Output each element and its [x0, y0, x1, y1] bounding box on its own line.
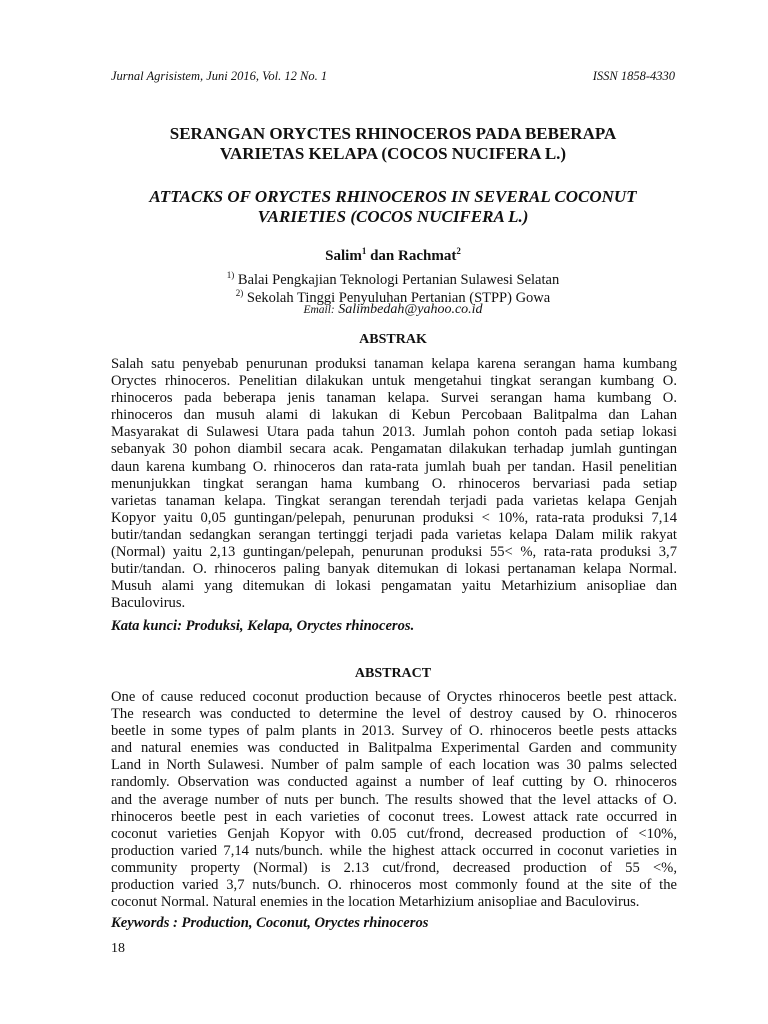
- text-line: Musuh alami yang ditemukan di lokasi pengamatan yaitu Metarhizium anisopliae dan: [111, 578, 677, 595]
- text-line: community property (Normal) is 2.13 cut/frond, decreased production of 55 <%,: [111, 859, 677, 876]
- journal-citation: Jurnal Agrisistem, Juni 2016, Vol. 12 No. 1: [111, 69, 328, 83]
- text-line: varietas tanaman kelapa. Tingkat serangan terendah terjadi pada varietas kelapa Genjah: [111, 492, 677, 509]
- text-line: butir/tandan. O. rhinoceros paling banyak ditemukan di lokasi pertanaman kelapa Normal.: [111, 561, 677, 578]
- text-line: Salah satu penyebab penurunan produksi tanaman kelapa karena serangan hama kumbang: [111, 356, 677, 372]
- text-line: production varied 3,7 nuts/bunch. O. rhinoceros most commonly found at the site of the: [111, 877, 677, 894]
- text-line: sebanyak 30 pohon diambil secara acak. Pengamatan dilakukan terhadap jumlah guntingan: [111, 441, 677, 458]
- title-line: ATTACKS OF ORYCTES RHINOCEROS IN SEVERAL COCONUT: [149, 187, 637, 206]
- text-line: rhinoceros dan musuh alami di lakukan di Kebun Percobaan Balitpalma dan Lahan: [111, 407, 677, 424]
- text-line: coconut Normal. Natural enemies in the location Metarhizium anisopliae and Baculovirus.: [111, 894, 640, 911]
- abstrak-keywords: Kata kunci: Produksi, Kelapa, Oryctes rhinoceros.: [111, 618, 415, 634]
- author-sup: 1: [361, 246, 367, 256]
- title-english: [111, 187, 675, 227]
- text-line: Kopyor yaitu 0,05 guntingan/pelepah, penurunan produksi < 10%, rata-rata produksi 7,14: [111, 509, 677, 526]
- text-line: Oryctes rhinoceros. Penelitian dilakukan untuk mengetahui tingkat serangan kumbang O.: [111, 373, 677, 390]
- text-line: butir/tandan sedangkan serangan tertinggi terjadi pada varietas kelapa Dalam milik rakyat: [111, 526, 677, 543]
- abstract-keywords: Keywords : Production, Coconut, Oryctes rhinoceros: [111, 915, 429, 931]
- email-address[interactable]: Salimbedah@yahoo.co.id: [338, 302, 483, 317]
- text-line: rhinoceros beetle pest in each varieties of coconut trees. Lowest attack rate occurred in: [111, 808, 677, 825]
- affiliation-sup: 2): [235, 288, 244, 298]
- text-line: Baculovirus.: [111, 595, 186, 612]
- abstract-heading: ABSTRACT: [354, 666, 432, 681]
- author-conj: dan: [366, 248, 399, 264]
- email: [111, 302, 675, 318]
- text-line: and natural enemies was conducted in Balitpalma Experimental Garden and community: [111, 740, 677, 757]
- text-line: beetle in some types of palm plants in 2013. Survey of O. rhinoceros beetle pests attacks: [111, 723, 677, 740]
- author-name: Salim: [325, 248, 362, 264]
- text-line: Land in North Sulawesi. Number of palm sample of each location was 30 palms selected: [111, 757, 677, 774]
- email-label: Email:: [303, 304, 335, 316]
- title-line: VARIETAS KELAPA (COCOS NUCIFERA L.): [219, 144, 567, 163]
- text-line: rhinoceros pada beberapa jenis tanaman kelapa. Survei serangan hama kumbang O.: [111, 390, 677, 407]
- text-line: One of cause reduced coconut production because of Oryctes rhinoceros beetle pest attack.: [111, 689, 677, 705]
- text-line: Masyarakat di Sulawesi Utara pada tahun 2013. Jumlah pohon contoh pada setiap lokasi: [111, 424, 677, 441]
- affiliation-text: Balai Pengkajian Teknologi Pertanian Sulawesi Selatan: [237, 271, 560, 288]
- text-line: daun karena kumbang O. rhinoceros dan rata-rata jumlah buah per tandan. Hasil penelitian: [111, 458, 677, 475]
- authors: [111, 246, 675, 265]
- text-line: production varied 7,14 nuts/bunch. while the highest attack occurred in coconut varieties in: [111, 842, 677, 859]
- abstrak-heading: ABSTRAK: [359, 332, 427, 347]
- abstrak-body: [111, 356, 677, 612]
- title-line: SERANGAN ORYCTES RHINOCEROS PADA BEBERAPA: [169, 124, 617, 143]
- issn: ISSN 1858-4330: [592, 69, 675, 83]
- author-name: Rachmat: [398, 248, 457, 264]
- author-sup: 2: [456, 246, 461, 256]
- affiliation-sup: 1): [226, 270, 235, 280]
- affiliation-text: Sekolah Tinggi Penyuluhan Pertanian (STPP) Gowa: [246, 289, 551, 306]
- title-line: VARIETIES (COCOS NUCIFERA L.): [257, 207, 529, 226]
- text-line: and the average number of nuts per bunch. The results showed that the level attacks of O.: [111, 791, 677, 808]
- text-line: The research was conducted to determine the level of destroy caused by O. rhinoceros: [111, 706, 677, 723]
- text-line: randomly. Observation was conducted against a number of leaf cutting by O. rhinoceros: [111, 774, 677, 791]
- abstract-body: [111, 689, 677, 911]
- text-line: menunjukkan tingkat serangan hama kumbang O. rhinoceros bervariasi pada setiap: [111, 475, 677, 492]
- title-indonesian: [111, 124, 675, 164]
- page-number: 18: [111, 941, 125, 956]
- text-line: coconut varieties Genjah Kopyor with 0.05 cut/frond, decreased production of <10%,: [111, 825, 677, 842]
- text-line: (Normal) yaitu 2,13 guntingan/pelepah, penurunan produksi 55< %, rata-rata produksi 3,7: [111, 544, 677, 561]
